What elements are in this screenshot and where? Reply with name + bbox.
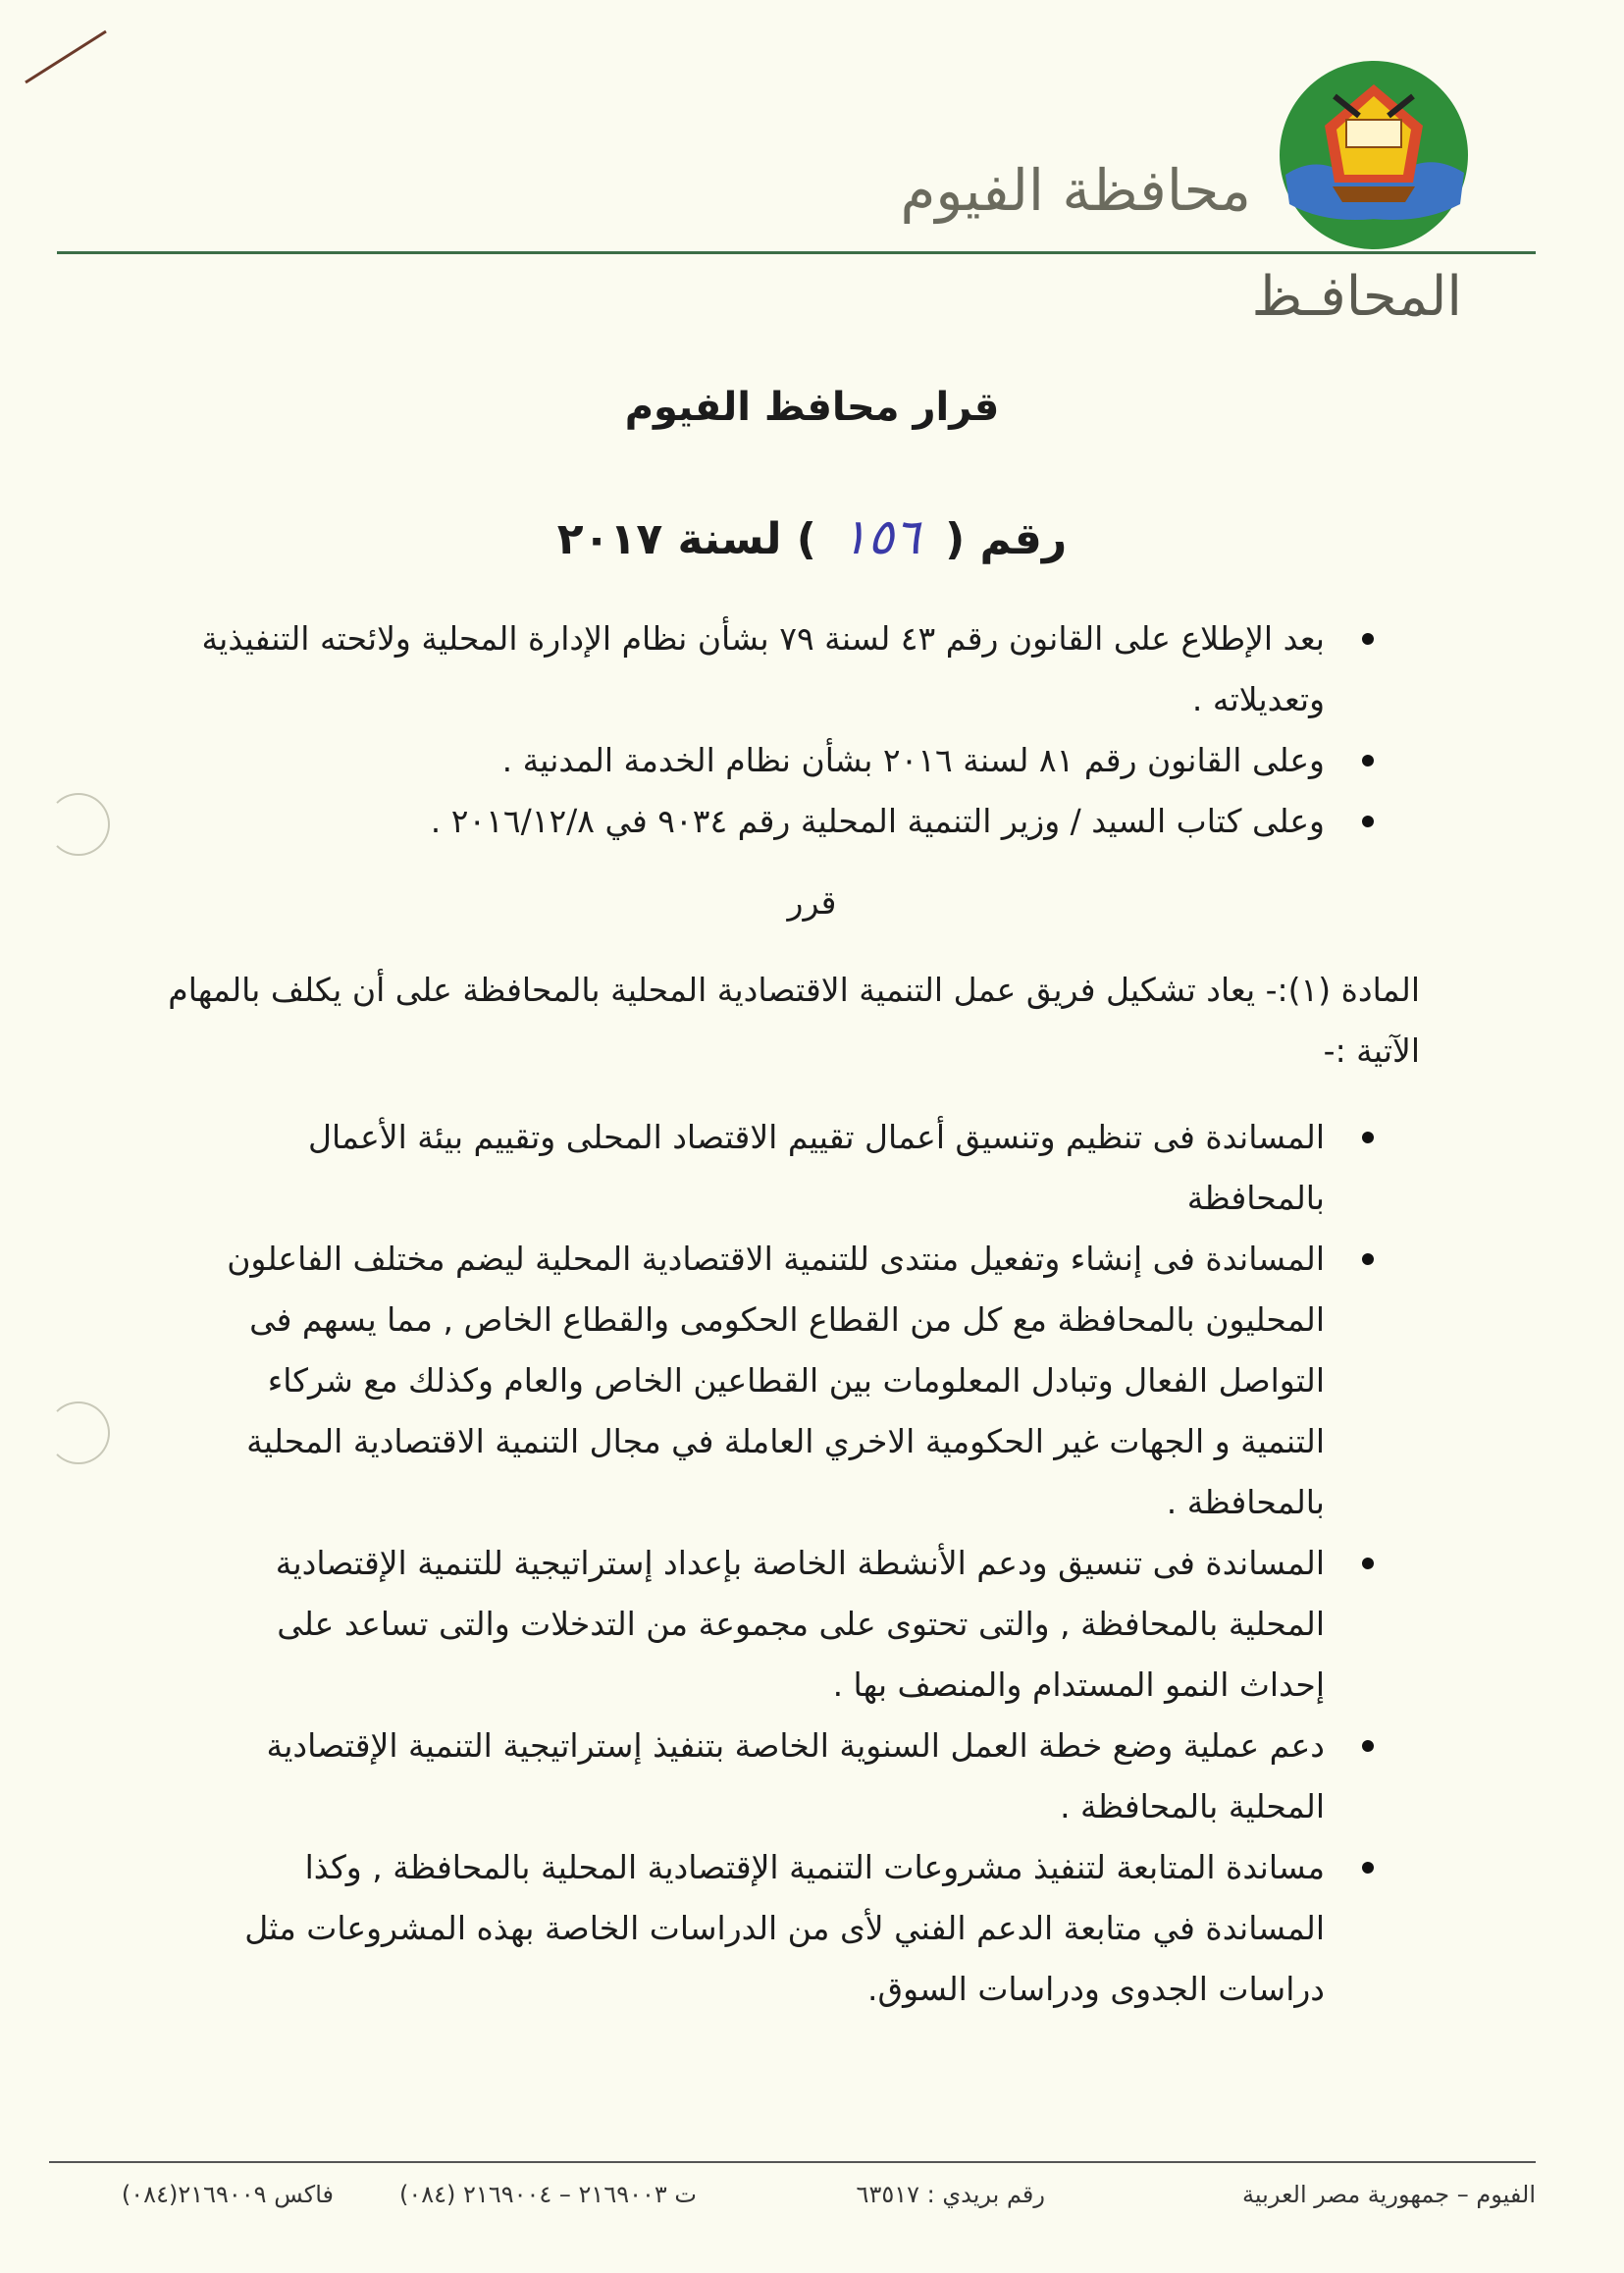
bullet-icon xyxy=(1362,816,1374,827)
decree-title: قرار محافظ الفيوم xyxy=(624,385,1000,430)
footer-phones: ت ٢١٦٩٠٠٣ – ٢١٦٩٠٠٤ (٠٨٤) xyxy=(398,2181,697,2208)
footer-postal-code: رقم بريدي : ٦٣٥١٧ xyxy=(856,2181,1045,2208)
preamble-text: بعد الإطلاع على القانون رقم ٤٣ لسنة ٧٩ بشأن نظام الإدارة المحلية ولائحته التنفيذية وتعديلاته . xyxy=(201,619,1325,718)
list-item xyxy=(186,1533,1325,1716)
task-text: المساندة فى تنسيق ودعم الأنشطة الخاصة بإعداد إستراتيجية للتنمية الإقتصادية المحلية بالمحافظة , والتى تحتوى على مجموعة من التدخلات والتى تساعد على إحداث النمو المستدام والمنصف بها . xyxy=(275,1544,1325,1704)
decree-number-line xyxy=(0,508,1624,565)
bullet-icon xyxy=(1362,1862,1374,1874)
bullet-icon xyxy=(1362,1558,1374,1569)
list-item xyxy=(186,730,1325,791)
list-item xyxy=(186,1107,1325,1229)
decree-number-handwritten: ١٥٦ xyxy=(841,508,920,565)
tasks-list xyxy=(186,1107,1325,2020)
office-title: المحافـظ xyxy=(1251,265,1462,329)
article-one: المادة (١):- يعاد تشكيل فريق عمل التنمية الاقتصادية المحلية بالمحافظة على أن يكلف بالمهام الآتية :- xyxy=(168,971,1420,1070)
bullet-icon xyxy=(1362,633,1374,645)
task-text: المساندة فى تنظيم وتنسيق أعمال تقييم الاقتصاد المحلى وتقييم بيئة الأعمال بالمحافظة xyxy=(307,1118,1325,1217)
list-item xyxy=(186,1837,1325,2020)
list-item xyxy=(186,1229,1325,1533)
decree-number-suffix: ) لسنة ٢٠١٧ xyxy=(556,514,816,564)
decree-number-prefix: رقم ( xyxy=(945,514,1068,564)
bullet-icon xyxy=(1362,1132,1374,1143)
task-text: دعم عملية وضع خطة العمل السنوية الخاصة بتنفيذ إستراتيجية التنمية الإقتصادية المحلية بالمحافظة . xyxy=(266,1726,1325,1825)
bullet-icon xyxy=(1362,1740,1374,1752)
footer-fax: فاكس ٢١٦٩٠٠٩(٠٨٤) xyxy=(121,2181,334,2208)
bullet-icon xyxy=(1362,1253,1374,1265)
header-divider xyxy=(57,251,1536,254)
list-item xyxy=(186,1716,1325,1837)
preamble-list xyxy=(186,608,1325,852)
list-item xyxy=(186,608,1325,730)
preamble-text: وعلى كتاب السيد / وزير التنمية المحلية رقم ٩٠٣٤ في ٢٠١٦/١٢/٨ . xyxy=(430,802,1325,840)
decision-heading: قرر xyxy=(787,883,837,922)
task-text: المساندة فى إنشاء وتفعيل منتدى للتنمية الاقتصادية المحلية ليضم مختلف الفاعلون المحليون بالمحافظة مع كل من القطاع الحكومى والقطاع الخاص , مما يسهم فى التواصل الفعال وتبادل المعلومات بين القطاعين الخاص والعام وكذلك مع شركاء التنمية و الجهات غير الحكومية الاخري العاملة في مجال التنمية الاقتصادية المحلية بالمحافظة . xyxy=(227,1240,1325,1521)
preamble-text: وعلى القانون رقم ٨١ لسنة ٢٠١٦ بشأن نظام الخدمة المدنية . xyxy=(501,741,1325,779)
footer-address: الفيوم – جمهورية مصر العربية xyxy=(1242,2181,1536,2208)
fayoum-governorate-logo xyxy=(1276,57,1472,253)
punch-hole-mark xyxy=(47,793,110,856)
footer-divider xyxy=(49,2161,1536,2163)
pen-stroke-mark xyxy=(22,27,110,86)
governorate-name: محافظة الفيوم xyxy=(900,157,1251,224)
punch-hole-mark xyxy=(47,1401,110,1464)
bullet-icon xyxy=(1362,755,1374,766)
task-text: مساندة المتابعة لتنفيذ مشروعات التنمية الإقتصادية المحلية بالمحافظة , وكذا المساندة في متابعة الدعم الفني لأى من الدراسات الخاصة بهذه المشروعات مثل دراسات الجدوى ودراسات السوق. xyxy=(244,1848,1325,2008)
footer xyxy=(49,2181,1536,2224)
list-item xyxy=(186,791,1325,852)
